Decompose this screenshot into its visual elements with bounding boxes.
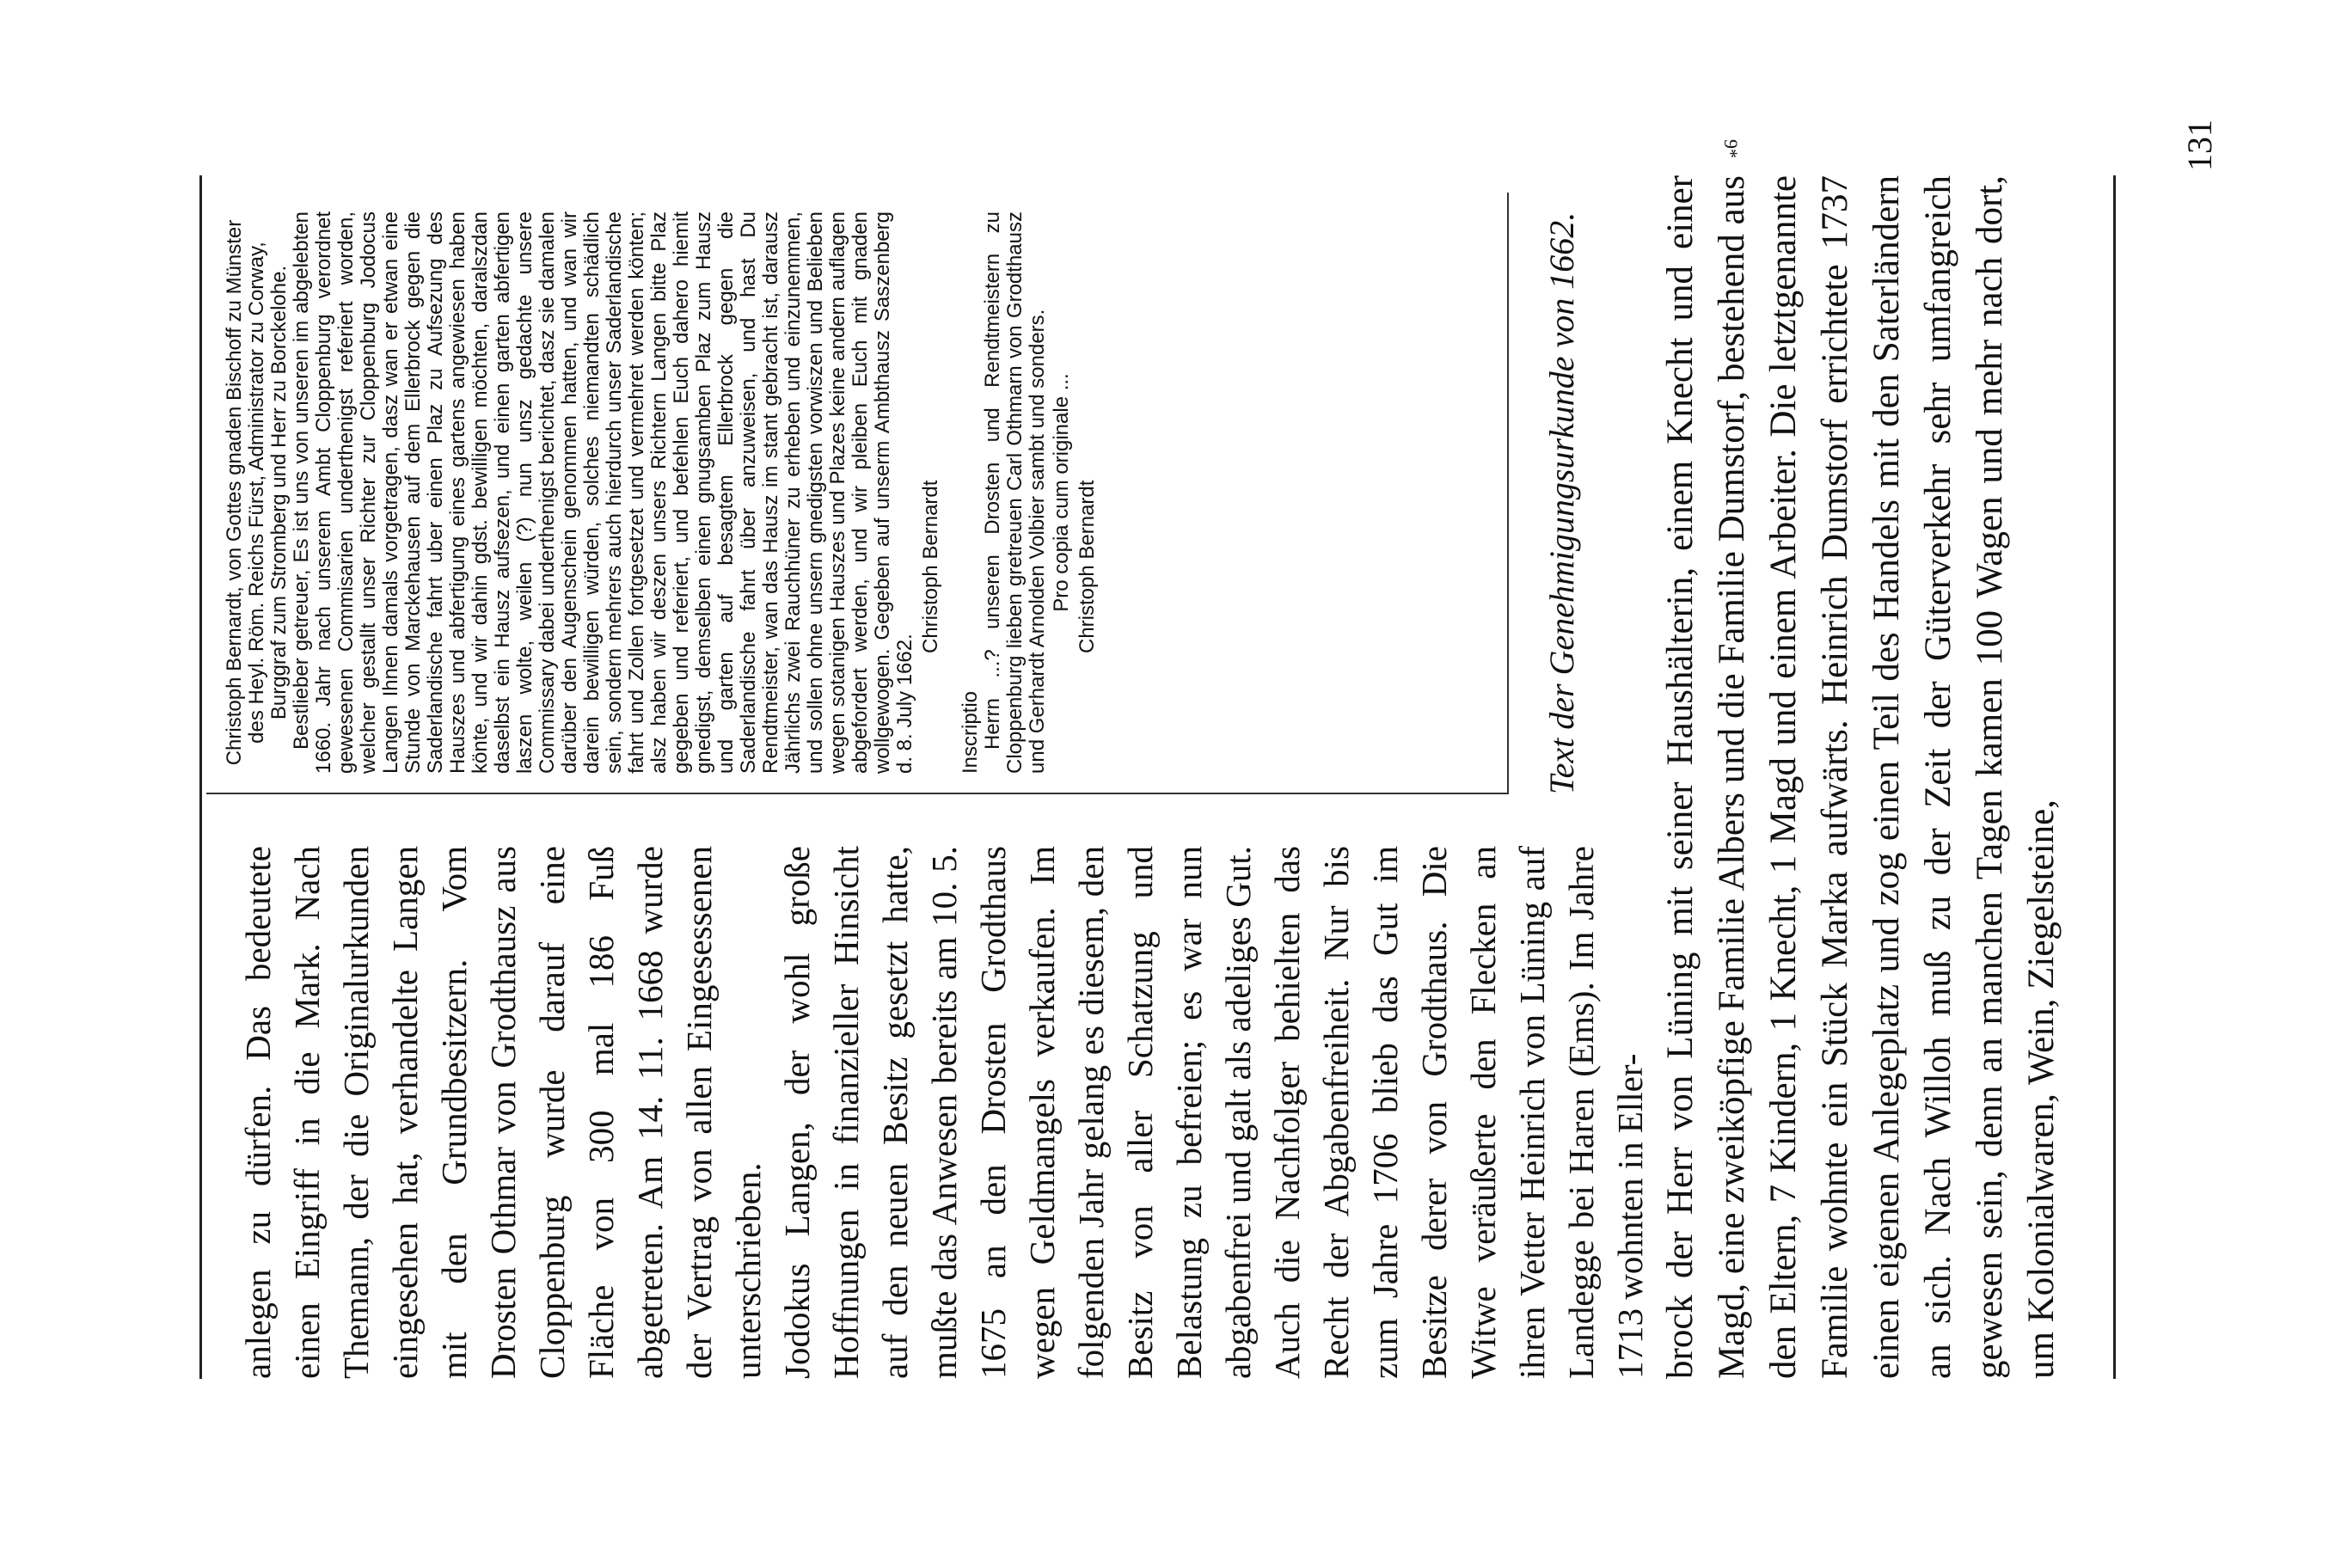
paragraph-2: Jodokus Langen, der wohl große Hoffnungen in finanzieller Hinsicht auf den neuen Besitz gesetzt hatte, mußte das Anwesen bereits am 10. 5. 1675 an den Drosten Grodthaus wegen Geldmangels verkaufen. Im folgenden Jahr gelang es diesem, den Besitz von aller Schatzung und Belastung zu befreien; es war nun abgabenfrei und galt als adeliges Gut. Auch die Nachfolger behielten das Recht der Abgabenfreiheit. Nur bis zum Jahre 1706 blieb das Gut im Besitze derer von Grodthaus. Die Witwe veräußerte den Flecken an ihren Vetter Heinrich von Lüning auf Landegge bei Haren (Ems). Im Jahre 1713 wohnten in Eller-	[777, 846, 1650, 1379]
document-transcript-box	[206, 193, 1509, 794]
paragraph-1: anlegen zu dürfen. Das bedeutete einen Eingriff in die Mark. Nach Themann, der die Originalurkunden eingesehen hat, verhandelte Langen mit den Grundbesitzern. Vom Drosten Othmar von Grodthausz aus Cloppenburg wurde darauf eine Fläche von 300 mal 186 Fuß abgetreten. Am 14. 11. 1668 wurde der Vertrag von allen Eingesessenen unterschrieben.	[238, 846, 768, 1379]
inscriptio-text: Herrn ...? unseren Drosten und Rendtmeistern zu Cloppenburg lieben gretreuen Carl Othmarn von Grodthausz und Gerhardt Arnolden Volbier sambt und sonders.	[981, 211, 1049, 774]
decree-signature: Christoph Bernardt	[919, 480, 942, 653]
copy-signature: Christoph Bernardt	[1076, 480, 1099, 653]
bottom-rule	[2113, 175, 2116, 1379]
inscriptio-label: Inscriptio	[959, 690, 982, 774]
figure-caption: Text der Genehmigungsurkunde von 1662.	[1542, 211, 1581, 794]
page-number: 131	[2180, 119, 2219, 171]
bottom-text-block: brock der Herr von Lüning mit seiner Haushälterin, einem Knecht und einer Magd, eine zweiköpfige Familie Albers und die Familie Dumstorf, bestehend aus den Eltern, 7 Kindern, 1 Knecht, 1 Magd und einem Arbeiter. Die letztgenannte Familie wohnte ein Stück Marka aufwärts. Heinrich Dumstorf errichtete 1737 einen eigenen Anlegeplatz und zog einen Teil des Handels mit den Saterländern an sich. Nach Willoh muß zu der Zeit der Güterverkehr sehr umfangreich gewesen sein, denn an manchen Tagen kamen 100 Wagen und mehr nach dort, um Kolonialwaren, Wein, Ziegelsteine,	[1660, 175, 2062, 1379]
top-rule	[199, 175, 202, 1379]
decree-heading: Christoph Bernardt, von Gottes gnaden Bischoff zu Münster des Heyl. Röm. Reichs Fürst, Administrator zu Corway, Burggraf zum Stromberg und Herr zu Borckelohe.	[223, 219, 291, 766]
signature-mark: 9*	[1720, 139, 1742, 158]
left-text-column	[234, 846, 1655, 1379]
decree-body: Bestlieber getreuer, Es ist uns von unseren im abgelebten 1660. Jahr nach unserem Ambt Cloppenburg verordnet gewesenen Commisarien underthenigst referiert worden, welcher gestallt unser Richter zur Cloppenburg Jodocus Langen Ihnen damals vorgetragen, dasz wan er etwan eine Stunde von Marckehausen auf dem Ellerbrock gegen die Saderlandische fahrt uber einen Plaz zu Aufsezung des Hauszes und abfertigung eines gartens angewiesen haben könte, und wir dahin gdst. bewilligen möchten, daralszdan daselbst ein Hausz aufsezen, und einen garten abfertigen laszen wolte, weilen (?) nun unsz gedachte unsere Commissary dabei underthenigst berichtet, dasz sie damalen darüber den Augenschein genommen hatten, und wan wir darein bewilligen würden, solches niemandten schädlich sein, sondern mehrers auch hierdurch unser Saderlandische fahrt und Zollen fortgesetzet und vermehret werden könten; alsz haben wir deszen unsers Richtern Langen bitte Plaz gegeben und referiert, und befehlen Euch dahero hiemit gnedigst, demselben einen gnugsamben Plaz zum Hausz und garten auf besagtem Ellerbrock gegen die Saderlandische fahrt über anzuweisen, und hast Du Rendtmeister, wan das Hausz im stant gebracht ist, darausz Jährlichs zwei Rauchhüner zu erheben und einzunemmen, und sollen ohne unsern gnedigsten vorwiszen und Belieben wegen sotanigen Hauszes und Plazes keine andern auflagen abgefordert werden, und wir pleiben Euch mit gnaden wollgewogen. Gegeben auf unserm Ambthausz Saszenberg d. 8. July 1662.	[290, 211, 916, 774]
copy-closing: Pro copia cum originale ...	[1050, 373, 1073, 612]
